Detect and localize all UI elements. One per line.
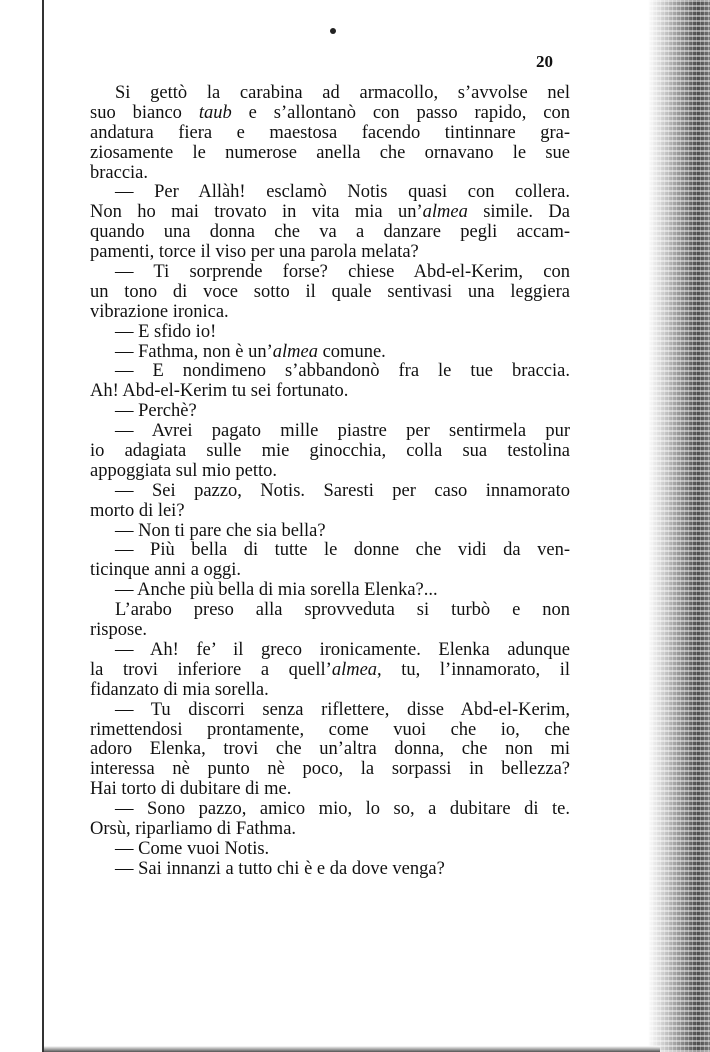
text-line: un tono di voce sotto il quale sentivasi una leggiera [90,281,570,302]
text-line: — Anche più bella di mia sorella Elenka?... [115,580,438,601]
text-line: — Più bella di tutte le donne che vidi da ven- [115,540,570,561]
text-line: andatura fiera e maestosa facendo tintinnare gra- [90,122,570,143]
text-line: braccia. [90,162,149,183]
text-line: — Ti sorprende forse? chiese Abd-el-Kerim, con [115,262,570,283]
text-line: L’arabo preso alla sprovveduta si turbò e non [115,600,570,621]
text-line: — Non ti pare che sia bella? [115,520,326,541]
text-line: — Sai innanzi a tutto chi è e da dove venga? [115,858,445,879]
text-line: quando una donna che va a danzare pegli accam- [90,222,570,243]
text-line: vibrazione ironica. [90,301,229,322]
scan-left-edge [42,0,44,1052]
text-line: fidanzato di mia sorella. [90,679,269,700]
text-line: rimettendosi prontamente, come vuoi che io, che [90,719,570,740]
text-line: rispose. [90,620,148,641]
text-line: Hai torto di dubitare di me. [90,779,292,800]
text-line: — Avrei pagato mille piastre per sentirmela pur [115,421,570,442]
text-line: — Sei pazzo, Notis. Saresti per caso innamorato [115,480,570,501]
body-text [90,84,570,880]
text-line: io adagiata sulle mie ginocchia, colla sua testolina [90,441,570,462]
text-line: — Fathma, non è un’almea comune. [115,341,386,362]
ink-mark [330,28,336,34]
text-line: ziosamente le numerose anella che ornavano le sue [90,142,570,163]
text-line: — Tu discorri senza riflettere, disse Abd-el-Kerim, [115,699,570,720]
text-line: morto di lei? [90,500,185,521]
text-line: Ah! Abd-el-Kerim tu sei fortunato. [90,381,349,402]
text-line: ticinque anni a oggi. [90,560,242,581]
text-line: Non ho mai trovato in vita mia un’almea simile. Da [90,202,570,223]
text-line: interessa nè punto nè poco, la sorpassi in bellezza? [90,759,570,780]
text-line: — E nondimeno s’abbandonò fra le tue braccia. [115,361,570,382]
text-line: appoggiata sul mio petto. [90,460,278,481]
text-line: adoro Elenka, trovi che un’altra donna, che non mi [90,739,570,760]
page-number: 20 [536,52,553,71]
text-line: suo bianco taub e s’allontanò con passo rapido, con [90,102,570,123]
text-line: la trovi inferiore a quell’almea, tu, l’innamorato, il [90,659,570,680]
text-line: — Ah! fe’ il greco ironicamente. Elenka adunque [115,639,570,660]
text-line: — Come vuoi Notis. [115,838,270,859]
text-line: — Perchè? [115,401,197,422]
scan-bottom-edge [44,1046,660,1052]
text-line: — Per Allàh! esclamò Notis quasi con collera. [115,182,570,203]
text-line: pamenti, torce il viso per una parola melata? [90,242,419,263]
text-line: Si gettò la carabina ad armacollo, s’avvolse nel [115,83,570,103]
text-line: — E sfido io! [115,321,217,342]
text-line: — Sono pazzo, amico mio, lo so, a dubitare di te. [115,799,570,820]
text-line: Orsù, riparliamo di Fathma. [90,818,297,839]
scan-right-edge [648,0,710,1052]
